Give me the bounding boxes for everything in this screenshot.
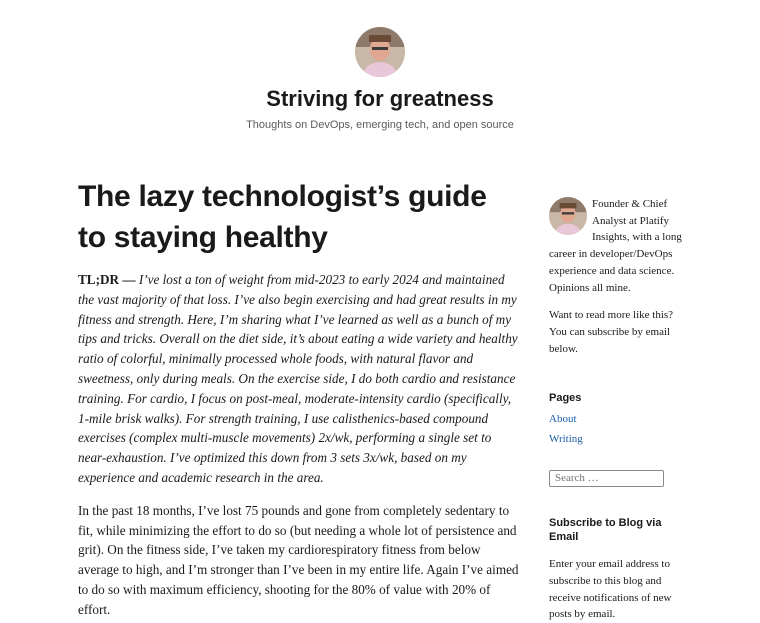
- subscribe-cta: Want to read more like this? You can subscribe by email below.: [549, 309, 674, 355]
- page-link-writing[interactable]: Writing: [549, 433, 583, 446]
- author-avatar: [549, 197, 587, 235]
- pages-widget-title: Pages: [549, 392, 582, 405]
- search-input[interactable]: [549, 470, 664, 487]
- subscribe-description: Enter your email address to subscribe to this blog and receive notifications of new posts by email.: [549, 558, 672, 621]
- tldr-lead: TL;DR —: [78, 272, 136, 287]
- pages-list: [549, 411, 684, 448]
- page-link-about[interactable]: About: [549, 413, 577, 426]
- page-item-writing: [549, 431, 684, 448]
- post-title: The lazy technologist’s guide to staying healthy: [78, 180, 487, 254]
- main-content: [78, 176, 520, 620]
- author-photo-icon: [355, 27, 405, 77]
- sidebar: [549, 196, 684, 623]
- tldr-text: I’ve lost a ton of weight from mid-2023 to early 2024 and maintained the vast majority of that loss. I’ve also begin exercising and had great results in my fitness and strength. Here, I’m sharing what I’ve learned as well as a bunch of my tips and tricks. Overall on the diet side, it’s about eating a wide variety and healthy ratio of colorful, minimally processed whole foods, with natural flavor and sweetness, only during meals. On the exercise side, I do both cardio and resistance training. For cardio, I focus on post-meal, moderate-intensity cardio (specifically, 1-mile brisk walks). For strength training, I use calisthenics-based compound exercises (complex multi-muscle movements) 2x/wk, performing a single set to near-exhaustion. I’ve optimized this down from 3 sets 3x/wk, based on my experience and academic research in the area.: [78, 272, 518, 485]
- subscribe-widget-title: Subscribe to Blog via Email: [549, 517, 662, 544]
- tldr-paragraph: [78, 270, 520, 488]
- author-photo-icon: [549, 197, 587, 235]
- site-title[interactable]: Striving for greatness: [266, 86, 494, 111]
- page-item-about: [549, 411, 684, 428]
- site-description: Thoughts on DevOps, emerging tech, and open source: [246, 119, 514, 131]
- author-bio: Founder & Chief Analyst at Platify Insights, with a long career in developer/DevOps experience and data science. Opinions all mine.: [549, 198, 682, 294]
- site-avatar[interactable]: [355, 27, 405, 77]
- post-paragraph: In the past 18 months, I’ve lost 75 pounds and gone from completely sedentary to fit, while minimizing the effort to do so (but needing a whole lot of persistence and grit). On the fitness side, I’ve taken my cardiorespiratory fitness from below average to high, and I’m stronger than I’ve been in my entire life. Again I’ve aimed to do so with maximum efficiency, shooting for the 80% of value with 20% of effort.: [78, 502, 519, 617]
